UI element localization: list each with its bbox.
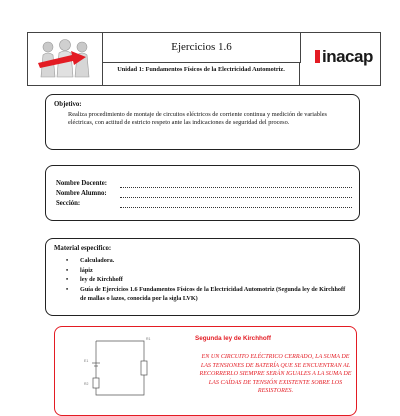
objective-text: Realiza procedimiento de montaje de circuitos eléctricos de corriente continua y medición de variables eléctricas, con actitud de estricto respeto ante las indicaciones de seguridad del proceso. [68, 111, 327, 127]
bullet-icon: • [66, 257, 69, 264]
identification-box [45, 165, 360, 221]
document-title: Ejercicios 1.6 [103, 33, 301, 63]
brand-cell [301, 33, 380, 85]
objective-box [45, 94, 360, 150]
law-title: Segunda ley de Kirchhoff [195, 335, 271, 342]
teacher-field[interactable] [120, 187, 352, 188]
list-item [66, 266, 351, 276]
svg-text:R2: R2 [84, 382, 89, 386]
student-field[interactable] [120, 197, 352, 198]
section-field[interactable] [120, 207, 352, 208]
list-item-text: ley de Kirchhoff [80, 276, 123, 284]
materials-list [66, 256, 351, 304]
svg-text:R1: R1 [146, 337, 151, 341]
unit-subtitle: Unidad 1: Fundamentos Físicos de la Electricidad Automotriz. [103, 63, 300, 85]
brand-mark-icon [315, 50, 320, 63]
bullet-icon: • [66, 276, 69, 284]
list-item [66, 275, 351, 285]
header-table [27, 32, 381, 86]
materials-box [45, 238, 360, 316]
brand-name: inacap [322, 47, 373, 66]
bullet-icon: • [66, 285, 69, 293]
people-with-red-arrow-logo-icon [28, 33, 102, 85]
list-item-text: Calculadora. [80, 257, 115, 264]
teacher-label: Nombre Docente: [56, 180, 108, 187]
list-item [66, 285, 351, 304]
list-item-text: lápiz [80, 266, 93, 274]
bullet-icon: • [66, 266, 69, 274]
student-label: Nombre Alumno: [56, 190, 107, 197]
brand-logo [315, 47, 373, 67]
logo-cell [28, 33, 103, 85]
list-item [66, 256, 351, 266]
section-label: Sección: [56, 200, 81, 207]
list-item-text: Guía de Ejercicios 1.6 Fundamentos Físicos de la Electricidad Automotriz (Segunda ley de Kirchhoff de mallas o lazos, conocida por la sigla LVK) [80, 285, 346, 303]
materials-title: Material especifico: [54, 245, 112, 252]
svg-text:E1: E1 [84, 359, 89, 363]
circuit-diagram-icon [80, 333, 160, 403]
law-statement: EN UN CIRCUITO ELÉCTRICO CERRADO, LA SUMA DE LAS TENSIONES DE BATERÍA QUE SE ENCUENTRAN AL RECORRERLO SIEMPRE SERÁN IGUALES A LA SUMA DE LAS CAÍDAS DE TENSIÓN EXISTENTE SOBRE LOS RESISTORES. [199, 354, 352, 395]
objective-title: Objetivo: [54, 101, 82, 108]
